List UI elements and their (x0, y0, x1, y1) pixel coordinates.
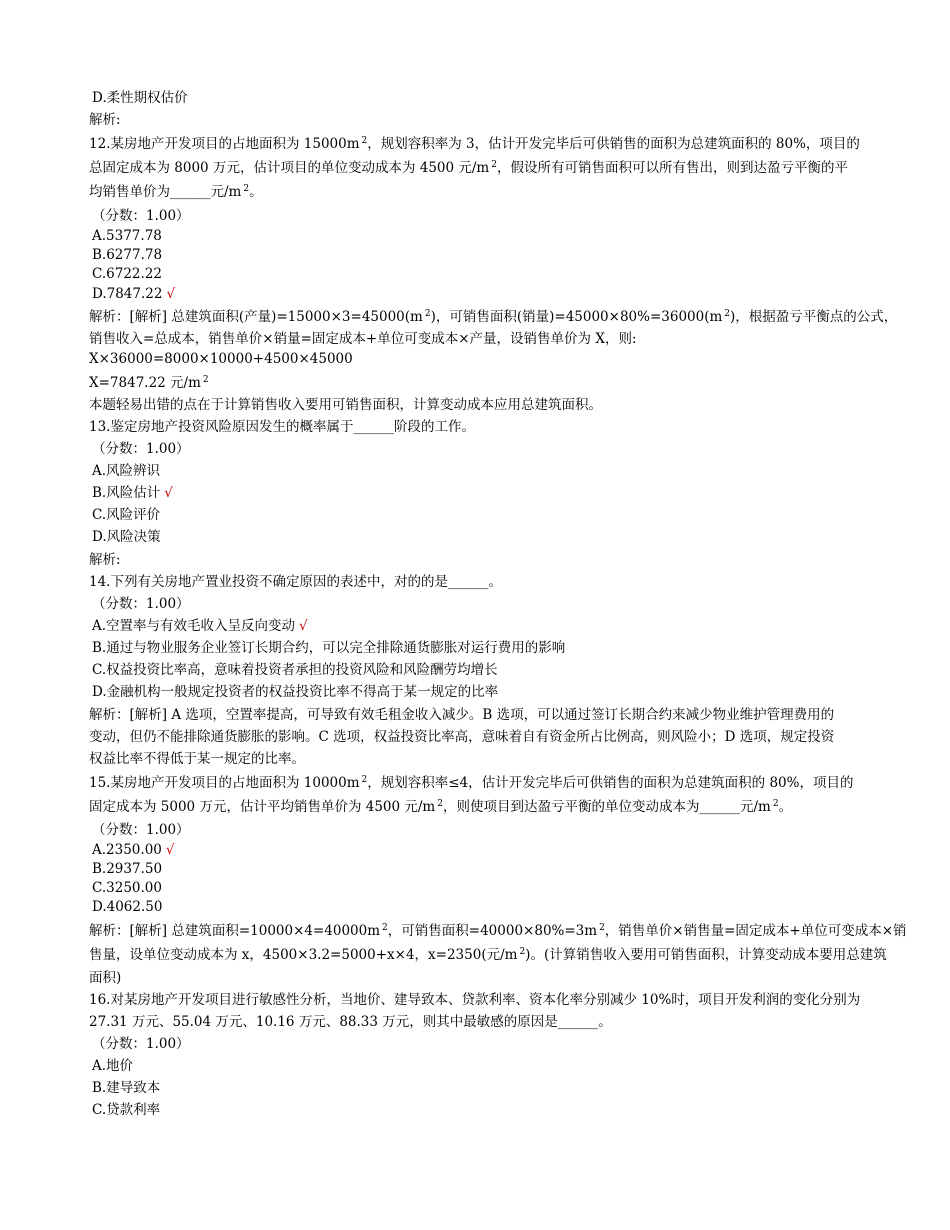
q15-analysis1-c: ，销售单价×销售量=固定成本+单位可变成本×销 (604, 923, 907, 939)
superscript-2: 2 (437, 799, 443, 809)
q14-analysis-line3: 权益比率不得低于某一规定的比率。 (89, 751, 305, 767)
q15-analysis-line1 (89, 922, 907, 942)
q16-stem-line1: 16.对某房地产开发项目进行敏感性分析，当地价、建导致本、贷款利率、资本化率分别减少 10%时，项目开发利润的变化分别为 (89, 992, 861, 1008)
q15-option-d: D.4062.50 (92, 899, 163, 915)
q16-option-a: A.地价 (92, 1058, 134, 1074)
q14-option-d: D.金融机构一般规定投资者的权益投资比率不得高于某一规定的比率 (92, 684, 499, 700)
q16-score: （分数：1.00） (92, 1036, 190, 1052)
superscript-2: 2 (424, 309, 431, 319)
superscript-2: 2 (361, 775, 368, 785)
q15-stem-line1-b: ，规划容积率≤4，估计开发完毕后可供销售的面积为总建筑面积的 80%，项目的 (367, 775, 854, 791)
q15-analysis1-a: 解析：[解析] 总建筑面积=10000×4=40000m (89, 923, 381, 939)
q15-stem-line2 (89, 798, 792, 818)
q13-analysis-label: 解析: (89, 552, 121, 568)
q14-option-b: B.通过与物业服务企业签订长期合约，可以完全排除通货膨胀对运行费用的影响 (92, 640, 566, 656)
q15-stem-line1 (89, 774, 853, 794)
correct-check-icon: √ (299, 618, 308, 634)
q12-analysis-line5: 本题轻易出错的点在于计算销售收入要用可销售面积，计算变动成本应用总建筑面积。 (89, 397, 602, 413)
q12-stem-line1-b: ，规划容积率为 3，估计开发完毕后可供销售的面积为总建筑面积的 80%，项目的 (367, 136, 860, 152)
q12-option-b: B.6277.78 (92, 247, 163, 263)
q15-analysis2-a: 售量，设单位变动成本为 x，4500×3.2=5000+x×4，x=2350(元/m (89, 947, 518, 963)
superscript-2: 2 (361, 136, 368, 146)
q12-option-d-text: D.7847.22 (92, 286, 163, 302)
superscript-2: 2 (491, 160, 497, 170)
q16-option-b: B.建导致本 (92, 1080, 161, 1096)
q12-stem-line2-b: ，假设所有可销售面积可以所有售出，则到达盈亏平衡的平 (496, 160, 848, 176)
superscript-2: 2 (599, 923, 605, 933)
superscript-2: 2 (202, 375, 209, 385)
q12-option-d (92, 285, 175, 303)
q15-stem-line2-b: ，则使项目到达盈亏平衡的单位变动成本为______元/m (442, 799, 771, 815)
q12-stem-line3-b: 。 (249, 184, 263, 200)
q15-option-a-text: A.2350.00 (92, 842, 162, 858)
q15-analysis1-b: ，可销售面积=40000×80%=3m (387, 923, 598, 939)
q13-option-b (92, 484, 173, 502)
q14-score: （分数：1.00） (92, 596, 190, 612)
q14-analysis-line1: 解析：[解析] A 选项，空置率提高，可导致有效毛租金收入减少。B 选项，可以通过签订长期合约来减少物业维护管理费用的 (89, 707, 835, 723)
q15-analysis-line2 (89, 946, 887, 966)
q12-analysis-line3: X×36000=8000×10000+4500×45000 (89, 351, 353, 367)
q12-stem-line3 (89, 183, 263, 203)
q11-analysis-label: 解析: (89, 112, 121, 128)
q15-analysis2-b: )。(计算销售收入要用可销售面积，计算变动成本要用总建筑 (525, 947, 887, 963)
q14-option-a (92, 617, 308, 635)
q13-option-a: A.风险辨识 (92, 463, 161, 479)
q12-option-a: A.5377.78 (92, 228, 162, 244)
q15-analysis-line3: 面积) (89, 970, 122, 986)
q12-stem-line1 (89, 135, 860, 155)
q12-stem-line1-a: 12.某房地产开发项目的占地面积为 15000m (89, 136, 360, 152)
q11-option-d: D.柔性期权估价 (92, 90, 188, 106)
q13-stem: 13.鉴定房地产投资风险原因发生的概率属于______阶段的工作。 (89, 419, 475, 435)
q13-option-c: C.风险评价 (92, 507, 161, 523)
q12-analysis1-c: )，根据盈亏平衡点的公式， (730, 309, 898, 325)
superscript-2: 2 (724, 309, 731, 319)
q12-analysis-line1 (89, 308, 897, 328)
q16-stem-line2: 27.31 万元、55.04 万元、10.16 万元、88.33 万元，则其中最敏感的原因是______。 (89, 1014, 612, 1030)
q12-analysis-line2: 销售收入=总成本，销售单价×销量=固定成本+单位可变成本×产量，设销售单价为 X，则: (89, 331, 637, 347)
q15-score: （分数：1.00） (92, 822, 190, 838)
q12-analysis-line4 (89, 374, 209, 394)
superscript-2: 2 (243, 184, 250, 194)
q12-stem-line2-a: 总固定成本为 8000 万元，估计项目的单位变动成本为 4500 元/m (89, 160, 490, 176)
correct-check-icon: √ (165, 842, 175, 858)
q12-analysis4-a: X=7847.22 元/m (89, 375, 201, 391)
q15-option-c: C.3250.00 (92, 880, 162, 896)
q15-option-b: B.2937.50 (92, 861, 163, 877)
correct-check-icon: √ (166, 286, 176, 302)
q12-score: （分数：1.00） (92, 208, 190, 224)
q14-option-a-text: A.空置率与有效毛收入呈反向变动 (92, 618, 296, 634)
superscript-2: 2 (382, 923, 388, 933)
q15-stem-line1-a: 15.某房地产开发项目的占地面积为 10000m (89, 775, 360, 791)
q15-stem-line2-c: 。 (778, 799, 793, 815)
superscript-2: 2 (772, 799, 779, 809)
q14-option-c: C.权益投资比率高，意味着投资者承担的投资风险和风险酬劳均增长 (92, 662, 498, 678)
superscript-2: 2 (519, 947, 526, 957)
q13-option-d: D.风险决策 (92, 529, 161, 545)
q15-option-a (92, 841, 174, 859)
q13-score: （分数：1.00） (92, 441, 190, 457)
q14-stem: 14.下列有关房地产置业投资不确定原因的表述中，对的的是______。 (89, 574, 502, 590)
q12-stem-line3-a: 均销售单价为______元/m (89, 184, 242, 200)
correct-check-icon: √ (164, 485, 173, 501)
q12-analysis1-a: 解析：[解析] 总建筑面积(产量)=15000×3=45000(m (89, 309, 423, 325)
q16-option-c: C.贷款利率 (92, 1102, 161, 1118)
q14-analysis-line2: 变动，但仍不能排除通货膨胀的影响。C 选项，权益投资比率高，意味着自有资金所占比例高，则风险小；D 选项，规定投资 (89, 729, 835, 745)
q12-stem-line2 (89, 159, 848, 179)
q13-option-b-text: B.风险估计 (92, 485, 161, 501)
q12-option-c: C.6722.22 (92, 266, 162, 282)
q12-analysis1-b: )，可销售面积(销量)=45000×80%=36000(m (430, 309, 723, 325)
q15-stem-line2-a: 固定成本为 5000 万元，估计平均销售单价为 4500 元/m (89, 799, 436, 815)
